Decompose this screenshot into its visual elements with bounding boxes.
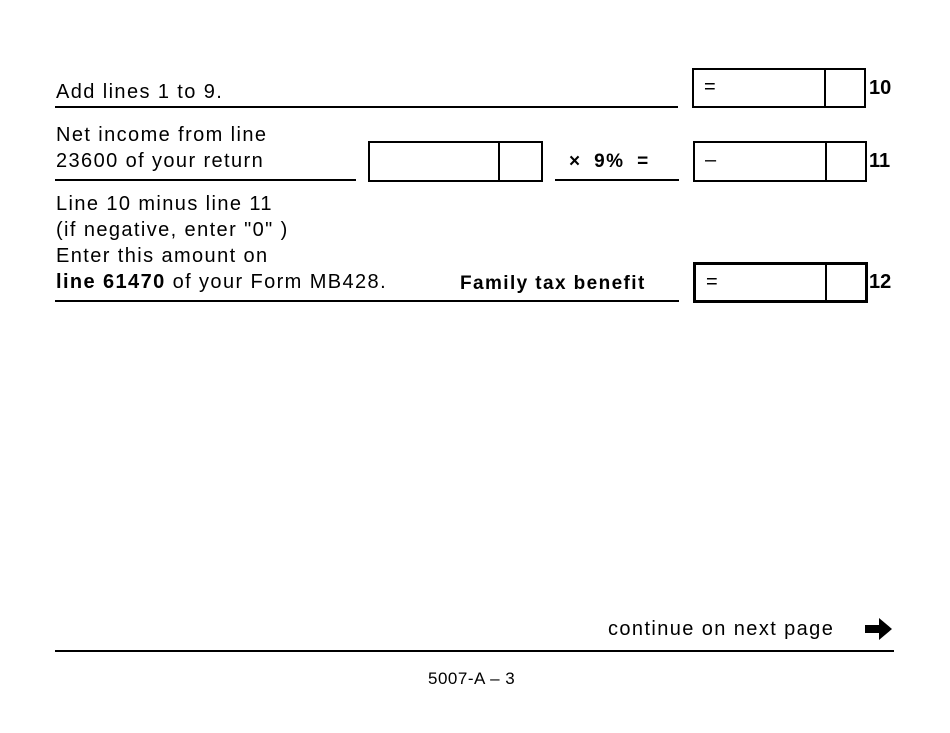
line12-amount-box: [693, 262, 868, 303]
line12-cents-input[interactable]: [827, 267, 865, 298]
line11-label-underline: [55, 179, 356, 181]
line10-label: Add lines 1 to 9.: [56, 81, 224, 103]
line12-label-line4: [56, 269, 387, 295]
line12-equals-sign: =: [706, 271, 720, 293]
line10-cents-input[interactable]: [826, 72, 864, 104]
line12-label-line1: Line 10 minus line 11: [56, 193, 273, 215]
line11-amount-box: [693, 141, 867, 182]
line11-label-line2: 23600 of your return: [56, 150, 265, 172]
line12-target-form-text: of your Form MB428.: [165, 271, 388, 293]
line11-net-income-dollars-input[interactable]: [372, 145, 498, 178]
line11-net-income-box: [368, 141, 543, 182]
line11-operator-underline: [555, 179, 679, 181]
line11-number: 11: [869, 150, 891, 172]
line11-minus-sign: –: [705, 149, 718, 171]
line10-amount-box: [692, 68, 866, 108]
line10-underline: [55, 106, 678, 108]
line12-target-line-reference: line 61470: [56, 271, 166, 293]
line12-label-line2: (if negative, enter "0" ): [56, 219, 289, 241]
line12-result-label: Family tax benefit: [460, 273, 646, 294]
line11-label-line1: Net income from line: [56, 124, 268, 146]
line11-dollars-input[interactable]: [715, 145, 823, 178]
line12-dollars-input[interactable]: [716, 267, 824, 298]
line12-label-line3: Enter this amount on: [56, 245, 269, 267]
line12-number: 12: [869, 271, 892, 293]
line12-underline: [55, 300, 679, 302]
right-arrow-icon: [864, 616, 894, 642]
page-number: 5007-A – 3: [428, 669, 516, 688]
line10-dollars-input[interactable]: [714, 72, 822, 104]
line11-operator: × 9% =: [569, 151, 650, 172]
line10-equals-sign: =: [704, 76, 718, 98]
footer-rule: [55, 650, 894, 652]
line10-number: 10: [869, 77, 892, 99]
line11-net-income-cents-input[interactable]: [500, 145, 541, 178]
continue-on-next-page-text: continue on next page: [608, 618, 835, 640]
line11-cents-input[interactable]: [827, 145, 865, 178]
